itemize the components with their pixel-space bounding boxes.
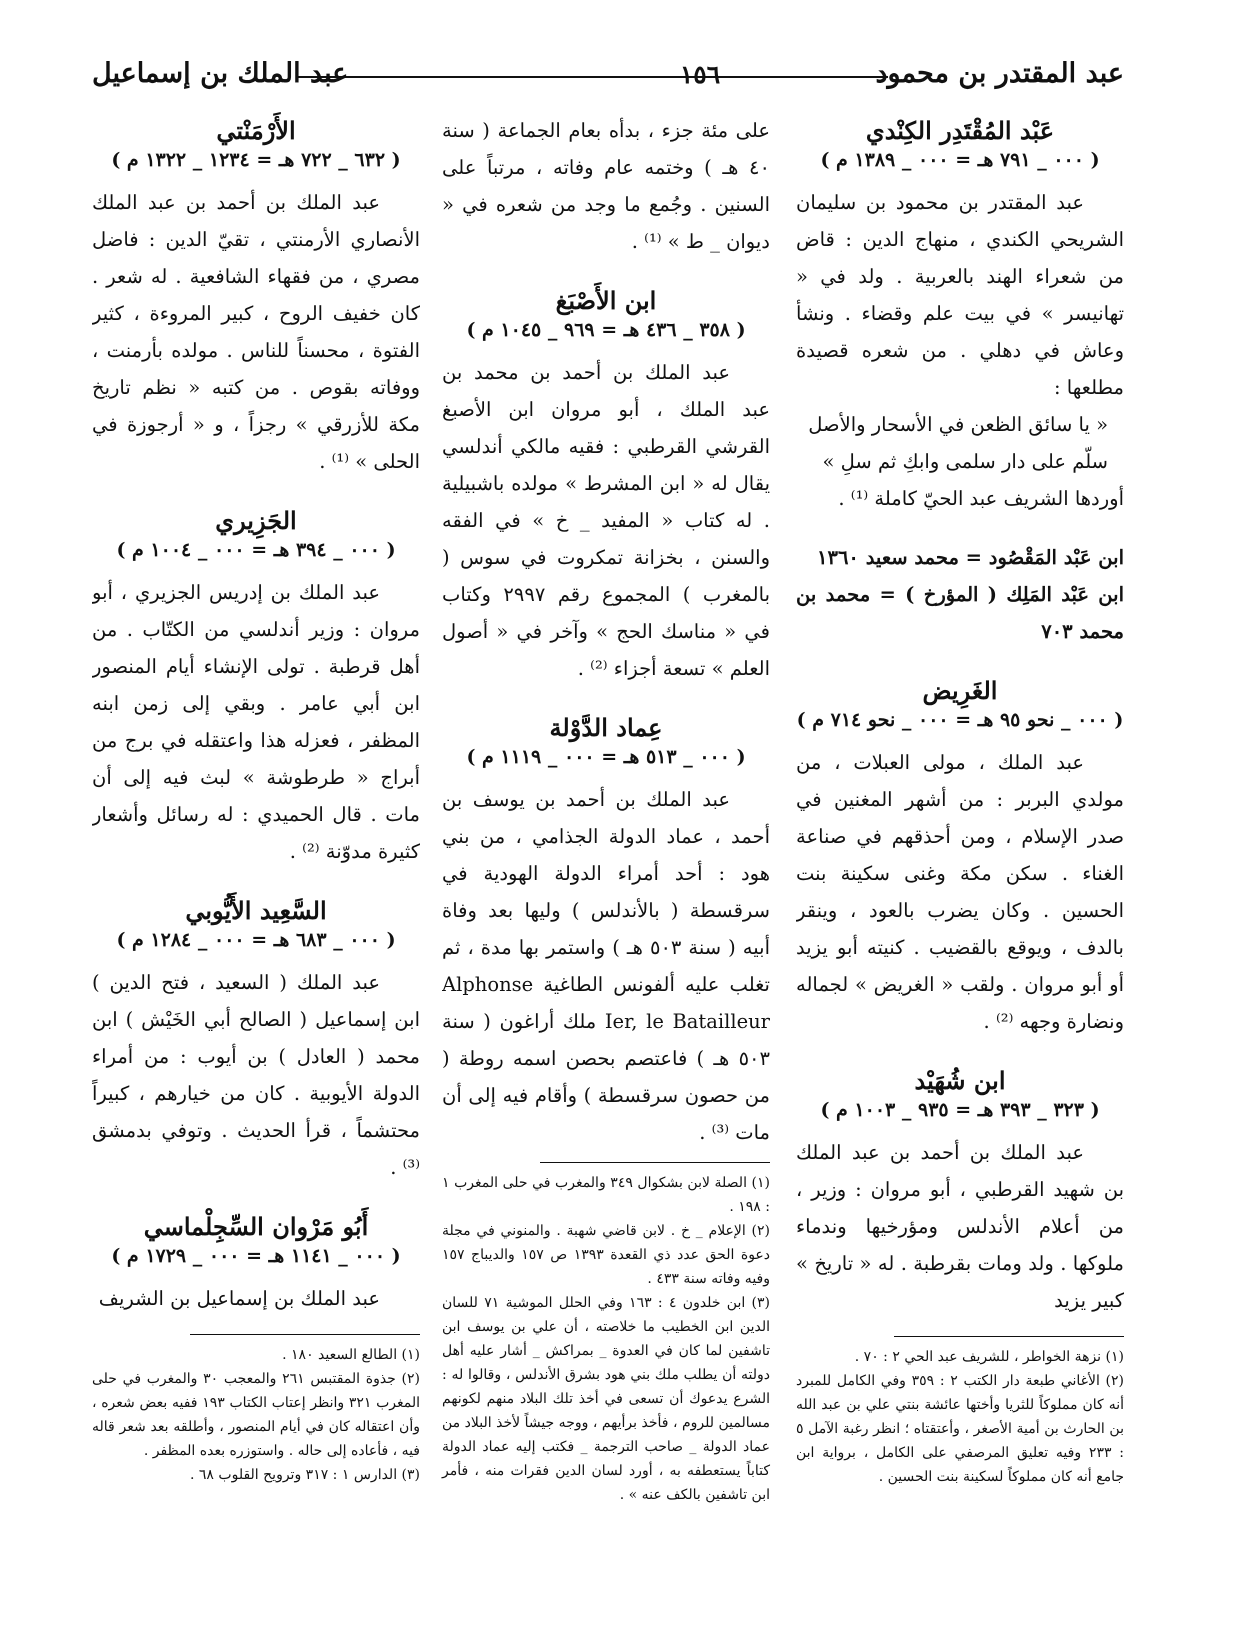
biography-entry [92,116,420,480]
entry-dates: ( ٠٠٠ _ ٦٨٣ هـ = ٠٠٠ _ ١٢٨٤ م ) [116,929,396,951]
entry-dates: ( ٠٠٠ _ نحو ٩٥ هـ = ٠٠٠ _ نحو ٧١٤ م ) [796,709,1124,731]
entry-title: عِماد الدَّوْلة [549,713,663,742]
page-number: ١٥٦ [679,60,721,89]
footnotes [442,1171,770,1507]
column-right-body [796,112,1124,1336]
running-header [92,52,1124,98]
footnote: (٣) الدارس ١ : ٣١٧ وترويح القلوب ٦٨ . [190,1467,420,1483]
footnote: (٢) جذوة المقتبس ٢٦١ والمعجب ٣٠ والمغرب في حلى المغرب ٣٢١ وانظر إعتاب الكتاب ١٩٣ ففيه بعض شعره ، وأن اعتقاله كان في أيام المنصور ، وأطلقه بعد شعر قاله فيه ، فأعاده إلى حاله . واستوزره بعده المظفر . [92,1371,421,1459]
footnote-rule [190,1334,420,1335]
footnote: (٣) ابن خلدون ٤ : ١٦٣ وفي الحلل الموشية ٧١ للسان الدين ابن الخطيب ما خلاصته ، أن علي بن يوسف ابن تاشفين لما كان في العدوة _ بمراكش _ أشار عليه أهل دولته أن يطلب ملك بني هود بشرق الأندلس ، وقالوا له : الشرع يدعوك أن تسعى في أخذ تلك البلاد منهم لكونهم مسالمين للروم ، فأخذ برأيهم ، ووجه جيشاً لأخذ البلاد من عماد الدولة _ صاحب الترجمة _ فكتب إليه عماد الدولة كتاباً يستعطفه به ، أورد لسان الدين فقرات منه ، فأمر ابن تاشفين بالكف عنه » . [442,1295,771,1503]
biography-entry [92,896,420,1186]
biography-entry [92,506,420,870]
footnote: (١) الطالع السعيد ١٨٠ . [282,1347,420,1363]
entry-dates: ( ٠٠٠ _ ١١٤١ هـ = ٠٠٠ _ ١٧٢٩ م ) [111,1245,401,1267]
entry-title: أَبُو مَرْوان السِّجِلْماسي [143,1212,369,1241]
column-middle-body [442,112,770,1162]
entry-dates: ( ٦٣٢ _ ٧٢٢ هـ = ١٢٣٤ _ ١٣٢٢ م ) [111,149,401,171]
entry-title: عَبْد المُقْتَدِر الكِنْدي [865,116,1055,145]
entry-text: عبد الملك ( السعيد ، فتح الدين ) ابن إسماعيل ( الصالح أبي الخَيْش ) ابن محمد ( العادل ) بن أيوب : من أمراء الدولة الأيوبية . كان من خيارهم ، كبيراً محتشماً ، قرأ الحديث . وتوفي بدمشق ⁽³⁾ . [92,971,420,1179]
entry-text: عبد الملك بن إدريس الجزيري ، أبو مروان : وزير أندلسي من الكتّاب . من أهل قرطبة . تولى الإنشاء أيام المنصور ابن أبي عامر . وبقي إلى زمن ابنه المظفر ، فعزله هذا واعتقله في برج من أبراج « طرطوشة » لبث فيه إلى أن مات . قال الحميدي : له رسائل وأشعار كثيرة مدوّنة ⁽²⁾ . [92,581,420,863]
biography-entry [442,286,770,687]
footnote: (٢) الأغاني طبعة دار الكتب ٢ : ٣٥٩ وفي الكامل للمبرد أنه كان مملوكاً للثريا وأختها عائشة بنتي علي بن عبد الله بن الحارث بن أمية الأصغر ، وأعتقتاه ؛ انظر رغبة الآمل ٥ : ٢٣٣ وفيه تعليق المرصفي على الكامل ، برواية ابن جامع أنه كان مملوكاً لسكينة بنت الحسين . [796,1373,1125,1485]
header-left-title: عبد الملك بن إسماعيل [92,58,349,89]
entry-title: ابن شُهَيْد [914,1066,1006,1095]
entry-closing: أوردها الشريف عبد الحيّ كاملة ⁽¹⁾ . [838,487,1124,510]
footnote: (١) نزهة الخواطر ، للشريف عبد الحي ٢ : ٧٠ . [854,1349,1124,1365]
entry-text: عبد الملك بن أحمد بن عبد الملك بن شهيد القرطبي ، أبو مروان : وزير ، من أعلام الأندلس ومؤرخيها وندماء ملوكها . ولد ومات بقرطبة . له « تاريخ » كبير يزيد [796,1141,1124,1312]
entry-text: عبد الملك ، مولى العبلات ، من مولدي البربر : من أشهر المغنين في صدر الإسلام ، ومن أحذقهم في صناعة الغناء . سكن مكة وغنى سكينة بنت الحسين . وكان يضرب بالعود ، وينقر بالدف ، ويوقع بالقضيب . كنيته أبو يزيد أو أبو مروان . ولقب « الغريض » لجماله ونضارة وجهه ⁽²⁾ . [796,751,1124,1033]
continued-text: على مئة جزء ، بدأه بعام الجماعة ( سنة ٤٠ هـ ) وختمه عام وفاته ، مرتباً على السنين . وجُمع ما وجد من شعره في « ديوان _ ط » ⁽¹⁾ . [442,119,770,253]
column-middle [442,112,770,1507]
entry-title: الجَزِيري [215,506,297,535]
entry-dates: ( ٣٢٣ _ ٣٩٣ هـ = ٩٣٥ _ ١٠٠٣ م ) [820,1099,1100,1121]
poem-verse: سلّم على دار سلمى وابكِ ثم سلِ » [822,450,1108,473]
entry-title: السَّعِيد الأَيُّوبي [185,896,327,925]
cross-reference: ابن عَبْد المَقْصُود = محمد سعيد ١٣٦٠ [817,546,1124,569]
entry-title: الغَرِيض [922,676,998,705]
footnotes [796,1345,1124,1489]
footnote-rule [894,1336,1124,1337]
entry-dates: ( ٠٠٠ _ ٣٩٤ هـ = ٠٠٠ _ ١٠٠٤ م ) [116,539,396,561]
entry-title: ابن الأَصْبَغ [555,286,657,315]
biography-entry [796,676,1124,1040]
footnote: (١) الصلة لابن بشكوال ٣٤٩ والمغرب في حلى المغرب ١ : ١٩٨ . [442,1175,770,1215]
entry-text: عبد الملك بن إسماعيل بن الشريف [98,1287,380,1310]
entry-title: الأَرْمَنْتي [216,116,296,145]
entry-text: عبد الملك بن أحمد بن عبد الملك الأنصاري الأرمنتي ، تقيّ الدين : فاضل مصري ، من فقهاء الشافعية . له شعر . كان خفيف الروح ، كبير المروءة ، كثير الفتوة ، محسناً للناس . مولده بأرمنت ، ووفاته بقوص . من كتبه « نظم تاريخ مكة للأزرقي » رجزاً ، و « أرجوزة في الحلى » ⁽¹⁾ . [92,191,420,473]
footnote-rule [540,1162,770,1163]
column-right [796,112,1124,1489]
column-left [92,112,420,1487]
entry-dates: ( ٠٠٠ _ ٧٩١ هـ = ٠٠٠ _ ١٣٨٩ م ) [820,149,1100,171]
cross-reference: ابن عَبْد المَلِك ( المؤرخ ) = محمد بن محمد ٧٠٣ [796,583,1124,643]
biography-entry [92,1212,420,1317]
footnotes [92,1343,420,1487]
header-rule-left [298,76,648,78]
column-left-body [92,112,420,1334]
header-right-title: عبد المقتدر بن محمود [875,58,1124,89]
entry-dates: ( ٣٥٨ _ ٤٣٦ هـ = ٩٦٩ _ ١٠٤٥ م ) [466,319,746,341]
biography-entry [796,116,1124,517]
entry-text: عبد المقتدر بن محمود بن سليمان الشريحي الكندي ، منهاج الدين : قاض من شعراء الهند بالعربية . ولد في « تهانيسر » في بيت علم وقضاء . ونشأ وعاش في دهلي . من شعره قصيدة مطلعها : [796,191,1124,399]
biography-entry [796,1066,1124,1319]
entry-dates: ( ٠٠٠ _ ٥١٣ هـ = ٠٠٠ _ ١١١٩ م ) [466,746,746,768]
footnote: (٢) الإعلام _ خ . لابن قاضي شهبة . والمنوني في مجلة دعوة الحق عدد ذي القعدة ١٣٩٣ ص ١٥٧ والديباج ١٥٧ وفيه وفاته سنة ٤٣٣ . [442,1223,771,1287]
entry-text: عبد الملك بن أحمد بن يوسف بن أحمد ، عماد الدولة الجذامي ، من بني هود : أحد أمراء الدولة الهودية في سرقسطة ( بالأندلس ) وليها بعد وفاة أبيه ( سنة ٥٠٣ هـ ) واستمر بها مدة ، ثم تغلب عليه ألفونس الطاغية Alphonse Ier, le Batailleur ملك أراغون ( سنة ٥٠٣ هـ ) فاعتصم بحصن اسمه روطة ( من حصون سرقسطة ) وأقام فيه إلى أن مات ⁽³⁾ . [442,788,770,1144]
entry-text: عبد الملك بن أحمد بن محمد بن عبد الملك ، أبو مروان ابن الأصبغ القرشي القرطبي : فقيه مالكي أندلسي يقال له « ابن المشرط » مولده باشبيلية . له كتاب « المفيد _ خ » في الفقه والسنن ، بخزانة تمكروت في سوس ( بالمغرب ) المجموع رقم ٢٩٩٧ وكتاب في « مناسك الحج » وآخر في « أصول العلم » تسعة أجزاء ⁽²⁾ . [442,361,770,680]
poem-verse: « يا سائق الظعن في الأسحار والأصل [808,413,1108,436]
biography-entry [442,713,770,1151]
